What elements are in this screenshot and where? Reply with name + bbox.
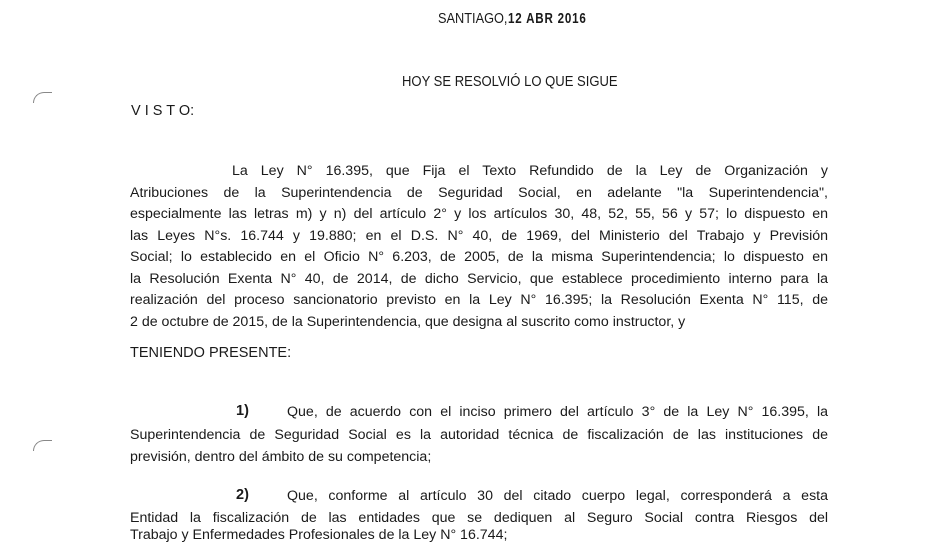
visto-line: realización del proceso sancionatorio previsto en la Ley N° 16.395; la Resolución Exenta N° 115, de	[130, 292, 828, 308]
item-line: previsión, dentro del ámbito de su competencia;	[130, 449, 432, 465]
visto-line: especialmente las letras m) y n) del artículo 2° y los artículos 30, 48, 52, 55, 56 y 57; lo dispuesto en	[130, 206, 828, 222]
item-number: 2)	[236, 487, 249, 503]
punch-hole-mark	[33, 92, 52, 103]
resolution-heading: HOY SE RESOLVIÓ LO QUE SIGUE	[402, 74, 618, 90]
item-line: Que, de acuerdo con el inciso primero del artículo 3° de la Ley N° 16.395, la	[287, 404, 828, 420]
item-line: Entidad la fiscalización de las entidades que se dediquen al Seguro Social contra Riesgos del	[130, 510, 828, 526]
item-number: 1)	[236, 403, 249, 419]
visto-line: Atribuciones de la Superintendencia de Seguridad Social, en adelante "la Superintendencia",	[130, 185, 828, 201]
visto-line: 2 de octubre de 2015, de la Superintendencia, que designa al suscrito como instructor, y	[130, 314, 686, 330]
visto-line: La Ley N° 16.395, que Fija el Texto Refundido de la Ley de Organización y	[232, 163, 828, 179]
item-line: Trabajo y Enfermedades Profesionales de la Ley N° 16.744;	[130, 527, 508, 543]
visto-line: la Resolución Exenta N° 40, de 2014, de dicho Servicio, que establece procedimiento interno para la	[130, 271, 828, 287]
item-line: Que, conforme al artículo 30 del citado cuerpo legal, corresponderá a esta	[287, 488, 828, 504]
punch-hole-mark	[33, 440, 52, 451]
date-stamp: 12 ABR 2016	[508, 11, 587, 27]
teniendo-heading: TENIENDO PRESENTE:	[130, 345, 292, 361]
visto-line: Social; lo establecido en el Oficio N° 6.203, de 2005, de la misma Superintendencia; lo dispuesto en	[130, 249, 828, 265]
city-label: SANTIAGO,	[438, 11, 508, 27]
item-line: Superintendencia de Seguridad Social es la autoridad técnica de fiscalización de las instituciones de	[130, 427, 828, 443]
visto-heading: V I S T O:	[131, 103, 195, 119]
visto-line: las Leyes N°s. 16.744 y 19.880; en el D.S. N° 40, de 1969, del Ministerio del Trabajo y Previsión	[130, 228, 828, 244]
